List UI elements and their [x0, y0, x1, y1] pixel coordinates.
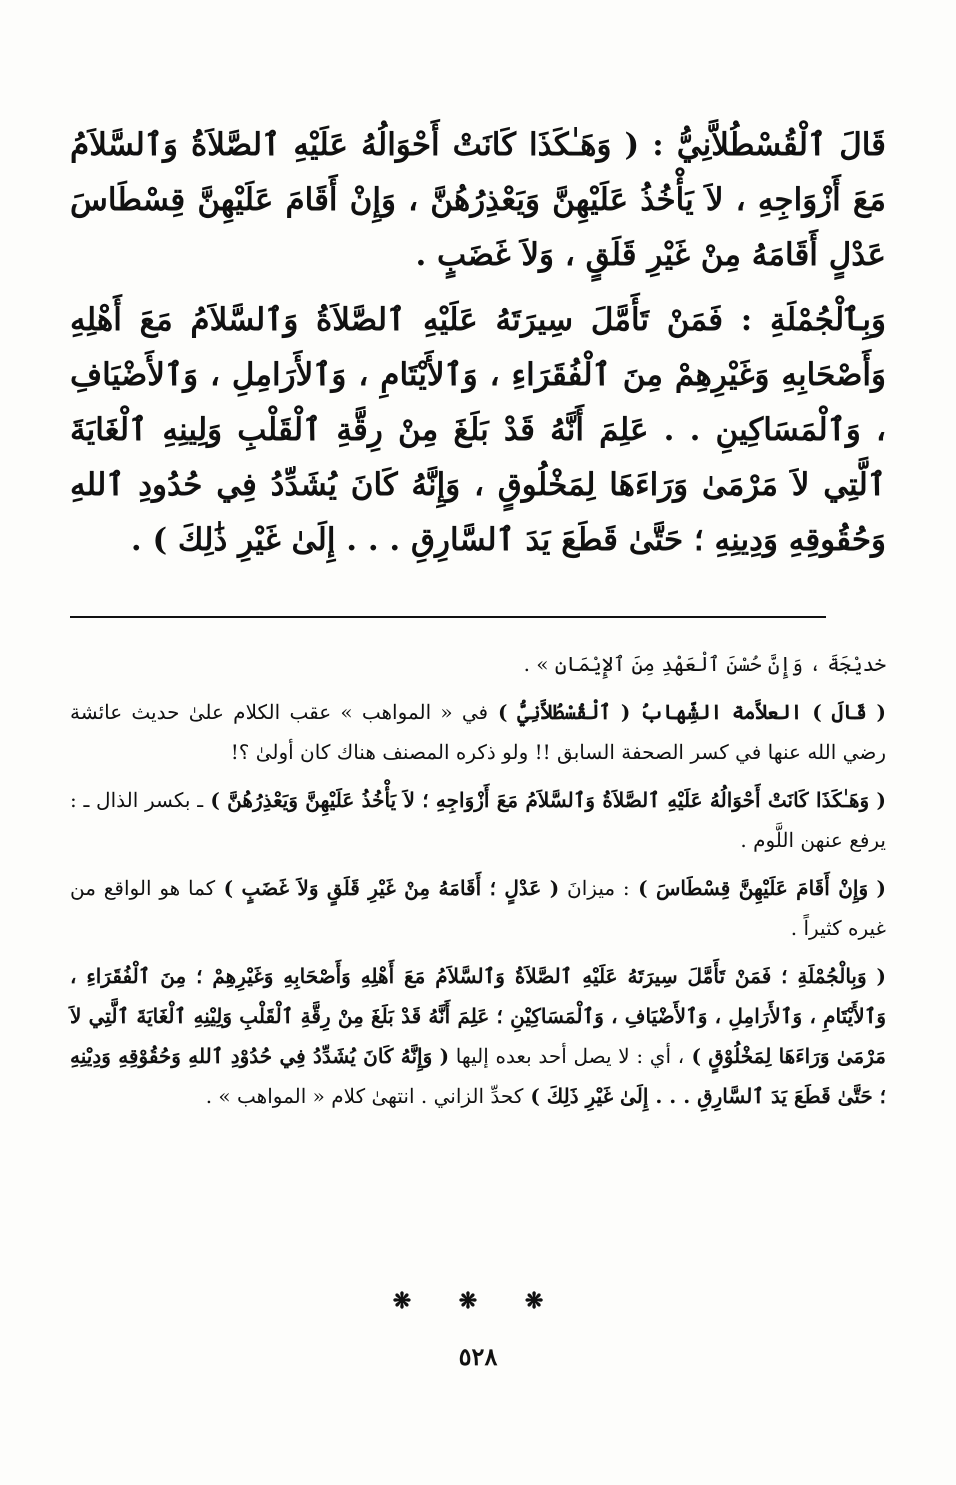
footnote-5-quote-b: ( وَإِنَّهُ كَانَ يُشَدِّدُ فِي حُدُوْدِ ٱللهِ وَحُقُوْقِهِ وَدِيْنِهِ ؛ حَتَّىٰ قَطَعَ يَدَ ٱلسَّارِقِ . . . إِلَىٰ غَيْرِ ذَلِكَ ) [70, 1044, 886, 1108]
main-paragraph-2: وَبِٱلْجُمْلَةِ : فَمَنْ تَأَمَّلَ سِيرَتَهُ عَلَيْهِ ٱلصَّلاَةُ وَٱلسَّلاَمُ مَعَ أَهْلِهِ وَأَصْحَابِهِ وَغَيْرِهِمْ مِنَ ٱلْفُقَرَاءِ ، وَٱلأَيْتَامِ ، وَٱلأَرَامِلِ ، وَٱلأَضْيَافِ ، وَٱلْمَسَاكِينِ . . عَلِمَ أَنَّهُ قَدْ بَلَغَ مِنْ رِقَّةِ ٱلْقَلْبِ وَلِينِهِ ٱلْغَايَةَ ٱلَّتِي لاَ مَرْمَىٰ وَرَاءَهَا لِمَخْلُوقٍ ، وَإِنَّهُ كَانَ يُشَدِّدُ فِي حُدُودِ ٱللهِ وَحُقُوقِهِ وَدِينِهِ ؛ حَتَّىٰ قَطَعَ يَدَ ٱلسَّارِقِ . . . إِلَىٰ غَيْرِ ذَٰلِكَ ) . [70, 302, 886, 558]
footnote-3-quote: ( وَهَـٰكَذَا كَانَتْ أَحْوَالُهُ عَلَيْهِ ٱلصَّلاَةُ وَٱلسَّلاَمُ مَعَ أَزْوَاجِهِ ؛ لاَ يَأْخُذُ عَلَيْهِنَّ وَيَعْذِرُهُنَّ ) [203, 788, 886, 812]
footnote-2-text: في « المواهب » عقب الكلام علىٰ حديث عائشة رضي الله عنها في كسر الصحفة السابق !! ولو ذكره المصنف هناك كان أولىٰ ؟! [70, 700, 886, 764]
section-separator-stars: ❋ ❋ ❋ [392, 1288, 564, 1314]
footnote-5-text-b: كحدِّ الزاني . انتهىٰ كلام « المواهب » . [205, 1084, 524, 1108]
footnote-4-quote-a: ( وَإِنْ أَقَامَ عَلَيْهِنَّ قِسْطَاسَ ) [629, 876, 886, 900]
footnote-2-quote: ( قَالَ ) العلاَّمة الشِّهابُ ( ٱلْقُسْطُلاَّنِيُّ ) [488, 700, 886, 724]
footnote-line-1: خديْجَةَ ، وَإِنَّ حُسْنَ ٱلْعَهْدِ مِنَ ٱلإِيْمَانِ » . [523, 652, 886, 676]
main-paragraph-1: قَالَ ٱلْقُسْطُلاَّنِيُّ : ( وَهَـٰكَذَا كَانَتْ أَحْوَالُهُ عَلَيْهِ ٱلصَّلاَةُ وَٱلسَّلاَمُ مَعَ أَزْوَاجِهِ ، لاَ يَأْخُذُ عَلَيْهِنَّ وَيَعْذِرُهُنَّ ، وَإِنْ أَقَامَ عَلَيْهِنَّ قِسْطَاسَ عَدْلٍ أَقَامَهُ مِنْ غَيْرِ قَلَقٍ ، وَلاَ غَضَبٍ . [70, 127, 886, 273]
footnote-3-text: ـ بكسر الذال ـ : يرفع عنهن اللَّوم . [70, 788, 886, 852]
footnotes-section [70, 644, 886, 1124]
footnote-4 [70, 868, 886, 948]
footnote-separator-rule [70, 616, 826, 618]
footnote-4-text-b: كما هو الواقع من غيره كثيراً . [70, 876, 886, 940]
main-text [70, 118, 886, 568]
footnote-2 [70, 692, 886, 772]
footnote-4-text-a: : ميزانَ [559, 876, 630, 900]
footnote-5 [70, 956, 886, 1116]
footnote-4-quote-b: ( عَدْلٍ ؛ أَقَامَهُ مِنْ غَيْرِ قَلَقٍ وَلاَ غَضَبٍ ) [215, 876, 560, 900]
footnote-5-quote-a: ( وَبِالْجُمْلَةِ ؛ فَمَنْ تَأَمَّلَ سِيرَتَهُ عَلَيْهِ ٱلصَّلاَةُ وَٱلسَّلاَمُ مَعَ أَهْلِهِ وَأَصْحَابِهِ وَغَيْرِهِمْ ؛ مِنَ ٱلْفُقَرَاءِ ، وَٱلأَيْتَامِ ، وَٱلأَرَامِلِ ، وَٱلأَضْيَافِ ، وَٱلْمَسَاكِيْنِ ؛ عَلِمَ أَنَّهُ قَدْ بَلَغَ مِنْ رِقَّةِ ٱلْقَلْبِ وَلِيْنِهِ ٱلْغَايَةَ ٱلَّتِي لاَ مَرْمَىٰ وَرَاءَهَا لِمَخْلُوْقٍ ) [70, 964, 886, 1068]
footnote-5-text-a: ، أي : لا يصل أحد بعده إليها [449, 1044, 685, 1068]
page-number: ٥٢٨ [458, 1342, 498, 1371]
footnote-3 [70, 780, 886, 860]
